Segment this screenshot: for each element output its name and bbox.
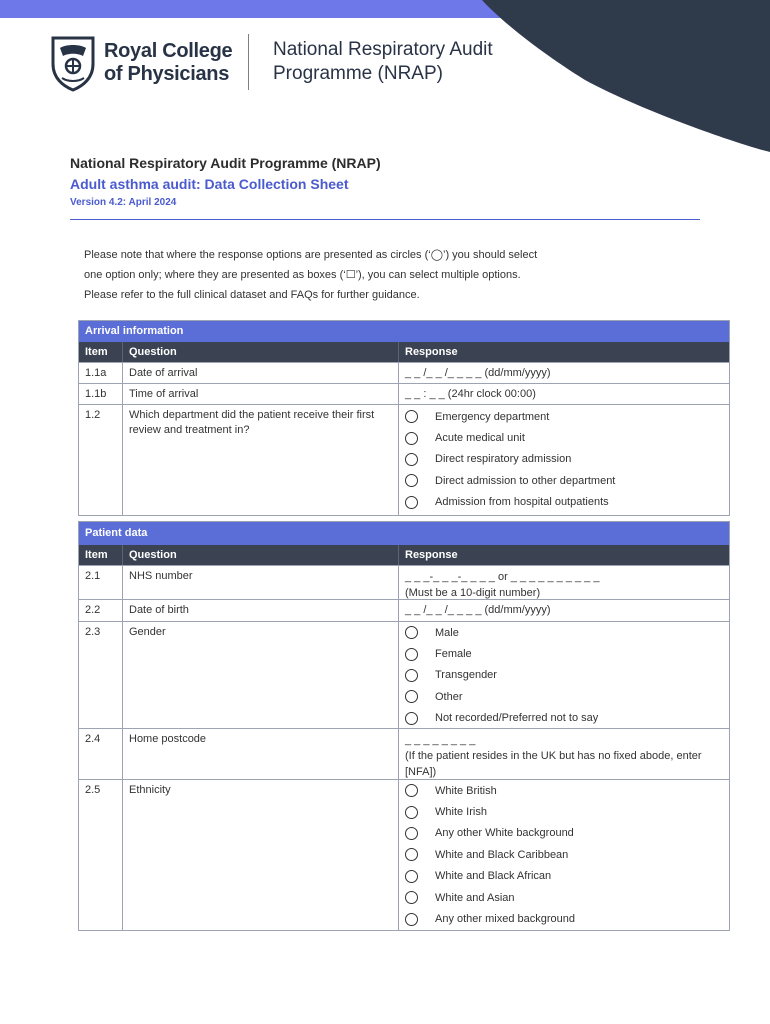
rcp-logo xyxy=(50,34,232,92)
radio-option[interactable] xyxy=(405,844,729,865)
option-label: Male xyxy=(435,626,459,639)
option-label: White and Black Caribbean xyxy=(435,848,569,861)
option-label: Transgender xyxy=(435,669,497,682)
document-subtitle: Adult asthma audit: Data Collection Sheet xyxy=(70,176,349,192)
option-label: White Irish xyxy=(435,806,487,819)
question-text: Date of birth xyxy=(123,600,399,621)
intro-line: Please refer to the full clinical dataset and FAQs for further guidance. xyxy=(84,289,420,301)
table-row xyxy=(79,779,729,930)
radio-circle-icon[interactable] xyxy=(405,453,418,466)
org-name-line2: of Physicians xyxy=(104,63,230,85)
header-question: Question xyxy=(123,545,399,565)
header-divider xyxy=(248,34,249,90)
response-format: _ _ _-_ _ _-_ _ _ _ or _ _ _ _ _ _ _ _ _ _ xyxy=(405,571,600,583)
programme-name-line1: National Respiratory Audit xyxy=(273,39,493,60)
item-number: 2.4 xyxy=(79,729,123,779)
radio-circle-icon[interactable] xyxy=(405,712,418,725)
radio-option[interactable] xyxy=(405,780,729,801)
question-text: Ethnicity xyxy=(123,780,399,930)
arrival-information-table xyxy=(78,320,730,516)
table-row xyxy=(79,362,729,383)
radio-circle-icon[interactable] xyxy=(405,626,418,639)
header-response: Response xyxy=(405,346,458,358)
ethnicity-options xyxy=(399,780,729,930)
table-header-row xyxy=(79,545,729,565)
nhs-number-field[interactable] xyxy=(399,566,729,599)
intro-line: Please note that where the response options are presented as circles (‘◯’) you should select xyxy=(84,249,538,261)
response-note: (Must be a 10-digit number) xyxy=(405,587,541,599)
question-text: Which department did the patient receive their first review and treatment in? xyxy=(123,405,399,515)
radio-circle-icon[interactable] xyxy=(405,474,418,487)
radio-option[interactable] xyxy=(405,908,729,929)
radio-option[interactable] xyxy=(405,643,729,664)
intro-text xyxy=(84,245,644,305)
radio-option[interactable] xyxy=(405,866,729,887)
question-text: Time of arrival xyxy=(123,384,399,404)
option-label: White and Black African xyxy=(435,870,552,883)
question-text: Gender xyxy=(123,622,399,728)
radio-circle-icon[interactable] xyxy=(405,806,418,819)
header-question: Question xyxy=(123,342,399,362)
programme-name-line2: Programme (NRAP) xyxy=(273,63,443,84)
table-header-row xyxy=(79,342,729,362)
radio-option[interactable] xyxy=(405,492,729,513)
item-number: 1.2 xyxy=(79,405,123,515)
intro-line: one option only; where they are presented as boxes (‘☐’), you can select multiple options. xyxy=(84,269,521,281)
radio-option[interactable] xyxy=(405,887,729,908)
option-label: Acute medical unit xyxy=(435,432,525,445)
title-divider xyxy=(70,219,700,220)
section-title: Patient data xyxy=(79,522,729,545)
radio-circle-icon[interactable] xyxy=(405,496,418,509)
radio-option[interactable] xyxy=(405,823,729,844)
date-of-birth-field[interactable]: _ _ /_ _ /_ _ _ _ (dd/mm/yyyy) xyxy=(405,604,551,616)
option-label: White and Asian xyxy=(435,891,515,904)
item-number: 2.5 xyxy=(79,780,123,930)
org-name-line1: Royal College xyxy=(104,40,233,62)
question-text: NHS number xyxy=(123,566,399,599)
option-label: Direct admission to other department xyxy=(435,474,616,487)
option-label: White British xyxy=(435,784,497,797)
radio-circle-icon[interactable] xyxy=(405,870,418,883)
radio-option[interactable] xyxy=(405,665,729,686)
header-item: Item xyxy=(79,545,123,565)
response-format: _ _ _ _ _ _ _ _ xyxy=(405,734,476,746)
radio-circle-icon[interactable] xyxy=(405,410,418,423)
crest-icon xyxy=(50,34,96,92)
item-number: 2.2 xyxy=(79,600,123,621)
radio-circle-icon[interactable] xyxy=(405,913,418,926)
question-text: Date of arrival xyxy=(123,363,399,383)
time-of-arrival-field[interactable]: _ _ : _ _ (24hr clock 00:00) xyxy=(405,388,536,400)
option-label: Emergency department xyxy=(435,410,550,423)
radio-option[interactable] xyxy=(405,686,729,707)
radio-option[interactable] xyxy=(405,470,729,491)
question-text: Home postcode xyxy=(123,729,399,779)
header-response: Response xyxy=(405,549,458,561)
radio-circle-icon[interactable] xyxy=(405,690,418,703)
gender-options xyxy=(399,622,729,728)
document-title: National Respiratory Audit Programme (NRAP) xyxy=(70,155,381,171)
item-number: 1.1a xyxy=(79,363,123,383)
table-row xyxy=(79,404,729,515)
radio-option[interactable] xyxy=(405,427,729,448)
header-item: Item xyxy=(79,342,123,362)
option-label: Female xyxy=(435,648,472,661)
radio-circle-icon[interactable] xyxy=(405,784,418,797)
table-row xyxy=(79,621,729,728)
option-label: Not recorded/Preferred not to say xyxy=(435,712,599,725)
patient-data-table xyxy=(78,521,730,931)
radio-option[interactable] xyxy=(405,801,729,822)
document-version: Version 4.2: April 2024 xyxy=(70,197,177,208)
date-of-arrival-field[interactable]: _ _ /_ _ /_ _ _ _ (dd/mm/yyyy) xyxy=(405,367,551,379)
table-row xyxy=(79,599,729,621)
option-label: Any other White background xyxy=(435,827,574,840)
radio-circle-icon[interactable] xyxy=(405,848,418,861)
table-row xyxy=(79,383,729,404)
radio-circle-icon[interactable] xyxy=(405,827,418,840)
programme-name xyxy=(273,38,493,86)
radio-circle-icon[interactable] xyxy=(405,648,418,661)
option-label: Admission from hospital outpatients xyxy=(435,496,609,509)
section-title: Arrival information xyxy=(79,321,729,342)
option-label: Any other mixed background xyxy=(435,913,576,926)
radio-option[interactable] xyxy=(405,406,729,427)
radio-circle-icon[interactable] xyxy=(405,891,418,904)
response-note: (If the patient resides in the UK but has no fixed abode, enter [NFA]) xyxy=(405,750,702,778)
table-row xyxy=(79,728,729,779)
radio-circle-icon[interactable] xyxy=(405,669,418,682)
department-options xyxy=(399,405,729,515)
item-number: 1.1b xyxy=(79,384,123,404)
radio-option[interactable] xyxy=(405,449,729,470)
item-number: 2.3 xyxy=(79,622,123,728)
option-label: Other xyxy=(435,690,463,703)
option-label: Direct respiratory admission xyxy=(435,453,572,466)
home-postcode-field[interactable] xyxy=(399,729,729,779)
radio-option[interactable] xyxy=(405,708,729,729)
radio-option[interactable] xyxy=(405,622,729,643)
table-row xyxy=(79,565,729,599)
item-number: 2.1 xyxy=(79,566,123,599)
radio-circle-icon[interactable] xyxy=(405,432,418,445)
